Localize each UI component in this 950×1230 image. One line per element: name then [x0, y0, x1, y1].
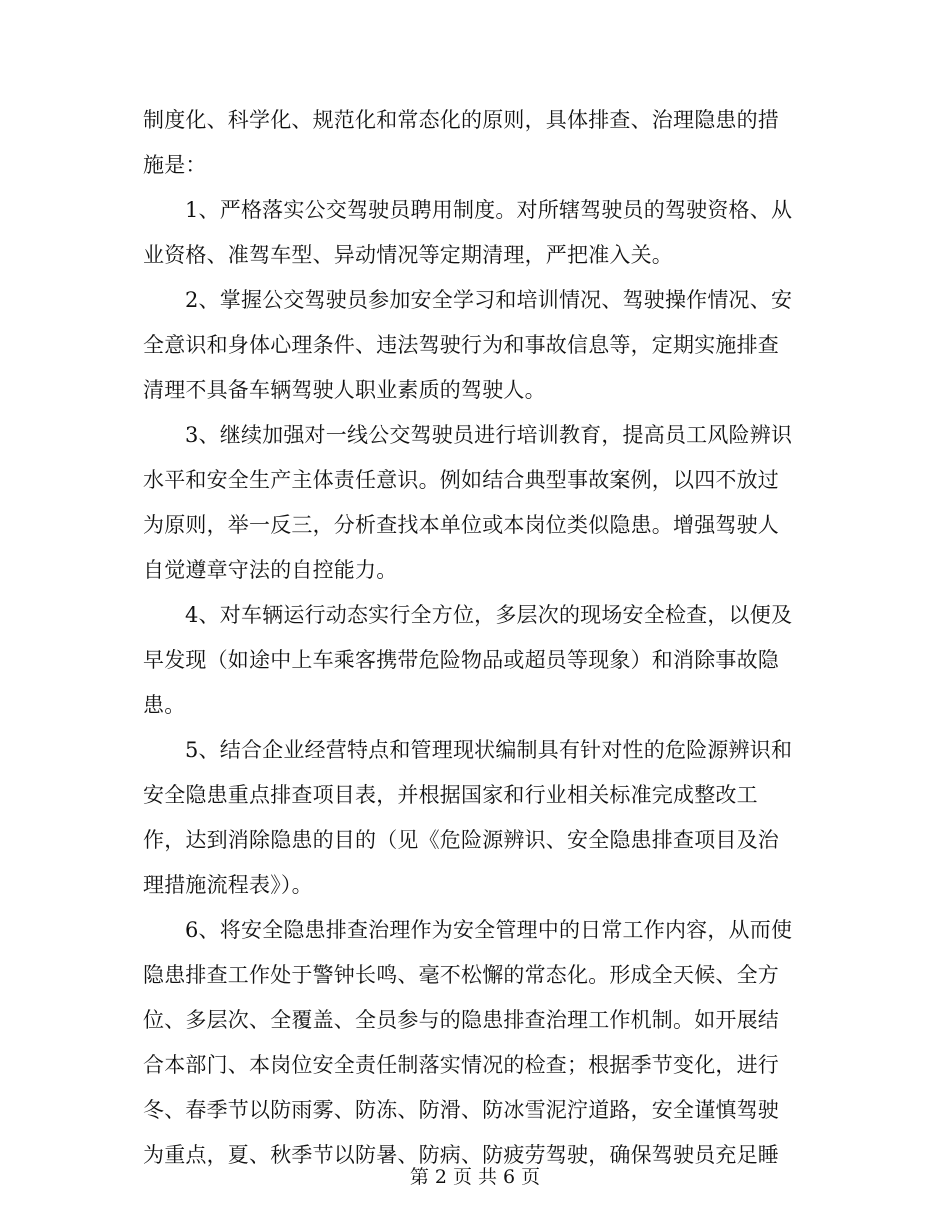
text-line: 为重点，夏、秋季节以防暑、防病、防疲劳驾驶，确保驾驶员充足睡 — [143, 1143, 779, 1167]
text-line: 隐患排查工作处于警钟长鸣、毫不松懈的常态化。形成全天候、全方 — [143, 963, 779, 987]
page-number-footer: 第 2 页 共 6 页 — [409, 1166, 541, 1188]
text-line: 清理不具备车辆驾驶人职业素质的驾驶人。 — [143, 378, 546, 402]
text-line: 理措施流程表》）。 — [143, 873, 313, 897]
text-line: 早发现（如途中上车乘客携带危险物品或超员等现象）和消除事故隐 — [143, 648, 779, 672]
text-line: 合本部门、本岗位安全责任制落实情况的检查；根据季节变化，进行 — [143, 1053, 779, 1077]
text-line: 安全隐患重点排查项目表，并根据国家和行业相关标准完成整改工 — [143, 783, 758, 807]
text-line: 患。 — [143, 693, 186, 717]
text-line: 为原则，举一反三，分析查找本单位或本岗位类似隐患。增强驾驶人 — [143, 513, 779, 537]
text-line: 6、将安全隐患排查治理作为安全管理中的日常工作内容，从而使 — [185, 918, 793, 942]
text-line: 施是： — [143, 153, 207, 177]
text-line: 水平和安全生产主体责任意识。例如结合典型事故案例，以四不放过 — [143, 468, 779, 492]
text-line: 业资格、准驾车型、异动情况等定期清理，严把准入关。 — [143, 243, 673, 267]
text-line: 冬、春季节以防雨雾、防冻、防滑、防冰雪泥泞道路，安全谨慎驾驶 — [143, 1098, 779, 1122]
document-body — [143, 98, 813, 1178]
text-line: 位、多层次、全覆盖、全员参与的隐患排查治理工作机制。如开展结 — [143, 1008, 779, 1032]
text-line: 2、掌握公交驾驶员参加安全学习和培训情况、驾驶操作情况、安 — [185, 288, 793, 312]
text-line: 3、继续加强对一线公交驾驶员进行培训教育，提高员工风险辨识 — [185, 423, 793, 447]
text-line: 作，达到消除隐患的目的（见《危险源辨识、安全隐患排查项目及治 — [143, 828, 779, 852]
text-line: 4、对车辆运行动态实行全方位，多层次的现场安全检查，以便及 — [185, 603, 793, 627]
text-line: 5、结合企业经营特点和管理现状编制具有针对性的危险源辨识和 — [185, 738, 793, 762]
text-line: 制度化、科学化、规范化和常态化的原则，具体排查、治理隐患的措 — [143, 108, 779, 132]
text-line: 全意识和身体心理条件、违法驾驶行为和事故信息等，定期实施排查 — [143, 333, 779, 357]
text-line: 自觉遵章守法的自控能力。 — [143, 558, 398, 582]
text-line: 1、严格落实公交驾驶员聘用制度。对所辖驾驶员的驾驶资格、从 — [185, 198, 793, 222]
